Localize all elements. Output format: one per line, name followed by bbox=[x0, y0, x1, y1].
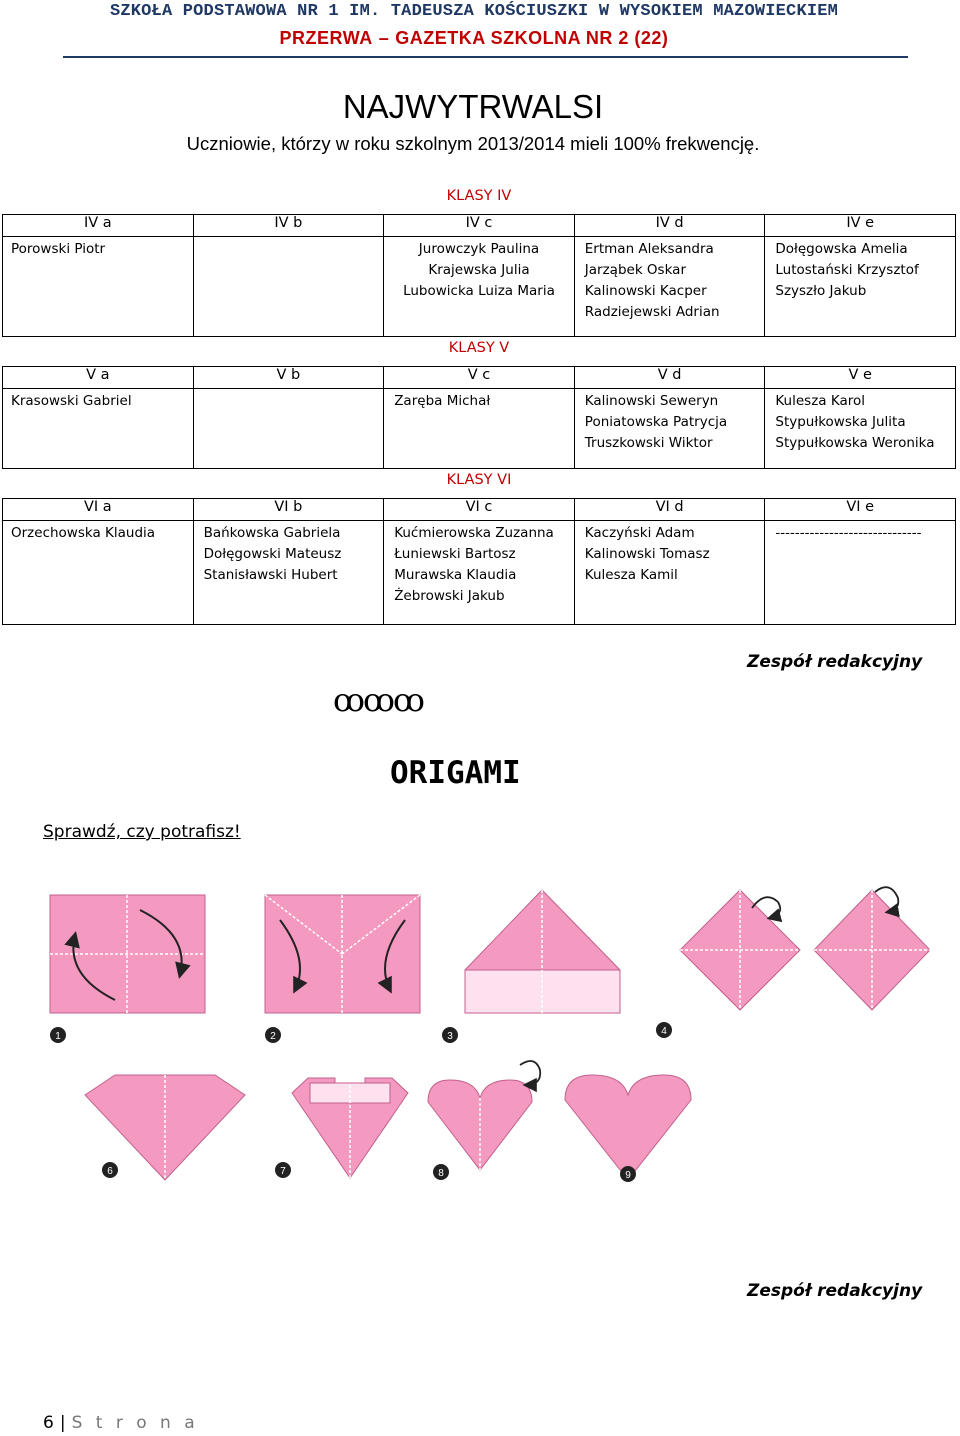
student-list: Zaręba Michał bbox=[384, 389, 575, 469]
student-list: Dołęgowska Amelia Lutostański Krzysztof Szyszło Jakub bbox=[765, 237, 956, 337]
student-list: Jurowczyk Paulina Krajewska Julia Lubowicka Luiza Maria bbox=[384, 237, 575, 337]
column-header: IV c bbox=[384, 215, 575, 237]
page-number: 6 bbox=[43, 1413, 54, 1433]
column-header: VI e bbox=[765, 499, 956, 521]
page-title: NAJWYTRWALSI bbox=[342, 88, 604, 125]
step-number: 8 bbox=[438, 1168, 444, 1179]
class-heading: KLASY V bbox=[3, 334, 956, 367]
column-header: V e bbox=[765, 367, 956, 389]
page-label: S t r o n a bbox=[71, 1413, 199, 1433]
student-list: Krasowski Gabriel bbox=[3, 389, 194, 469]
origami-step-6 bbox=[85, 1075, 245, 1180]
step-number: 7 bbox=[280, 1166, 286, 1177]
footer-separator: | bbox=[59, 1413, 66, 1433]
origami-step-8 bbox=[428, 1061, 540, 1180]
column-header: IV b bbox=[193, 215, 384, 237]
column-header: VI d bbox=[574, 499, 765, 521]
origami-heart-diagram bbox=[30, 880, 930, 1210]
header-rule bbox=[63, 56, 908, 58]
step-number: 6 bbox=[107, 1166, 113, 1177]
column-header: IV d bbox=[574, 215, 765, 237]
origami-step-5 bbox=[814, 887, 930, 1010]
column-header: V a bbox=[3, 367, 194, 389]
origami-step-2 bbox=[265, 895, 420, 1043]
column-header: V d bbox=[574, 367, 765, 389]
paper-heart bbox=[565, 1075, 691, 1180]
student-list: Kaczyński Adam Kalinowski Tomasz Kulesza Kamil bbox=[574, 521, 765, 625]
step-number: 1 bbox=[55, 1031, 61, 1042]
student-list bbox=[193, 389, 384, 469]
editorial-signature: Zespół redakcyjny bbox=[747, 1281, 923, 1301]
student-list: Bańkowska Gabriela Dołęgowski Mateusz Stanisławski Hubert bbox=[193, 521, 384, 625]
gazette-name: PRZERWA bbox=[279, 28, 373, 48]
column-header: IV a bbox=[3, 215, 194, 237]
column-header: V b bbox=[193, 367, 384, 389]
editorial-signature: Zespół redakcyjny bbox=[747, 652, 923, 672]
student-list: Porowski Piotr bbox=[3, 237, 194, 337]
origami-step-4 bbox=[656, 890, 800, 1038]
student-list: Kulesza Karol Stypułkowska Julita Stypułkowska Weronika bbox=[765, 389, 956, 469]
school-name: SZKOŁA PODSTAWOWA NR 1 IM. TADEUSZA KOŚCIUSZKI W WYSOKIEM MAZOWIECKIEM bbox=[109, 2, 839, 21]
gazette-title bbox=[0, 28, 948, 49]
column-header: IV e bbox=[765, 215, 956, 237]
gazette-dash: – bbox=[378, 28, 390, 48]
class-heading: KLASY IV bbox=[3, 182, 956, 215]
class-table-v bbox=[2, 334, 956, 469]
step-number: 2 bbox=[270, 1031, 276, 1042]
ornament-divider: ꝏꝏꝏ bbox=[333, 681, 423, 719]
origami-step-7 bbox=[275, 1078, 408, 1178]
gazette-issue: GAZETKA SZKOLNA NR 2 (22) bbox=[395, 28, 669, 48]
student-list: ------------------------------ bbox=[765, 521, 956, 625]
class-table-vi bbox=[2, 466, 956, 625]
column-header: V c bbox=[384, 367, 575, 389]
student-list: Orzechowska Klaudia bbox=[3, 521, 194, 625]
student-list bbox=[193, 237, 384, 337]
student-list: Kućmierowska Zuzanna Łuniewski Bartosz Murawska Klaudia Żebrowski Jakub bbox=[384, 521, 575, 625]
step-number: 4 bbox=[661, 1026, 667, 1037]
page-footer bbox=[43, 1413, 199, 1433]
step-number: 9 bbox=[625, 1170, 631, 1181]
column-header: VI a bbox=[3, 499, 194, 521]
student-list: Kalinowski Seweryn Poniatowska Patrycja Truszkowski Wiktor bbox=[574, 389, 765, 469]
class-heading: KLASY VI bbox=[3, 466, 956, 499]
challenge-prompt: Sprawdź, czy potrafisz! bbox=[43, 822, 241, 842]
section-title: ORIGAMI bbox=[390, 755, 521, 791]
column-header: VI c bbox=[384, 499, 575, 521]
fold-arrow bbox=[520, 1061, 540, 1085]
origami-step-3 bbox=[442, 890, 620, 1043]
origami-step-9 bbox=[565, 1075, 691, 1182]
class-table-iv bbox=[2, 182, 956, 337]
origami-step-1 bbox=[50, 895, 205, 1043]
page-subtitle: Uczniowie, którzy w roku szkolnym 2013/2014 mieli 100% frekwencję. bbox=[186, 133, 760, 154]
student-list: Ertman Aleksandra Jarząbek Oskar Kalinowski Kacper Radziejewski Adrian bbox=[574, 237, 765, 337]
column-header: VI b bbox=[193, 499, 384, 521]
step-number: 3 bbox=[447, 1031, 453, 1042]
